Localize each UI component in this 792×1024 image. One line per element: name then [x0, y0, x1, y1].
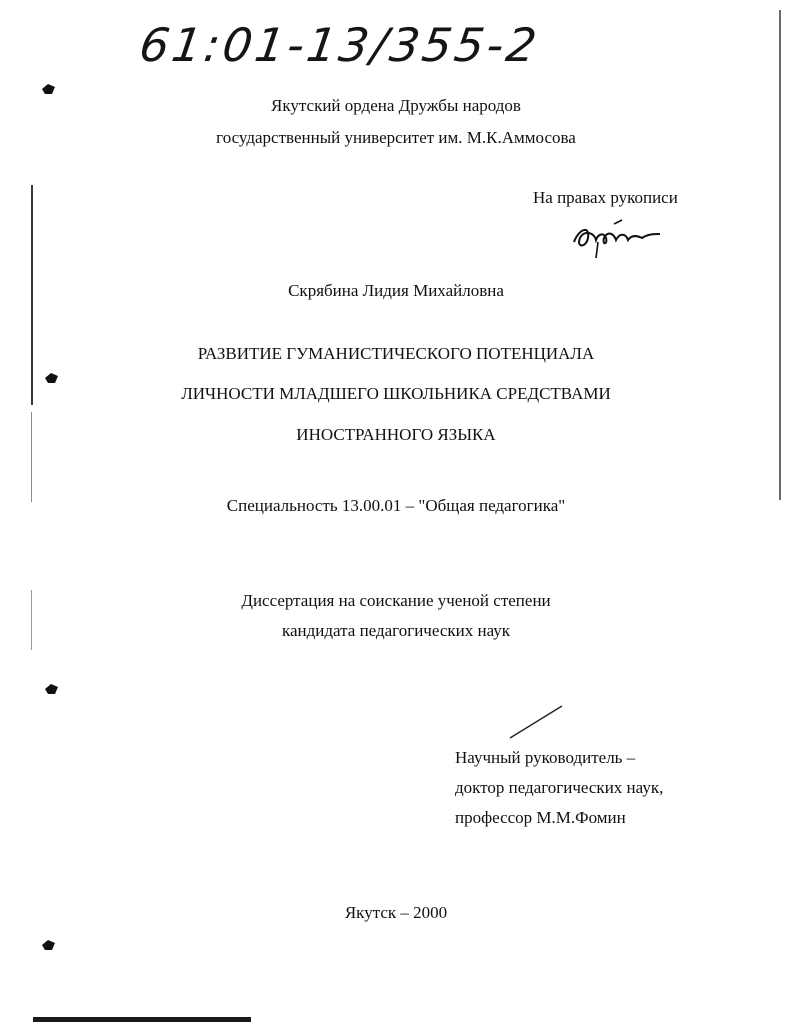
author-signature [568, 212, 664, 264]
place-and-year: Якутск – 2000 [344, 903, 448, 922]
rights-label: На правах рукописи [533, 188, 678, 207]
dissertation-title-line-2: ЛИЧНОСТИ МЛАДШЕГО ШКОЛЬНИКА СРЕДСТВАМИ [181, 384, 611, 403]
dissertation-title-line-3: ИНОСТРАННОГО ЯЗЫКА [296, 425, 496, 444]
advisor-line-1: Научный руководитель – [455, 748, 636, 767]
dissertation-title-line-1: РАЗВИТИЕ ГУМАНИСТИЧЕСКОГО ПОТЕНЦИАЛА [197, 344, 595, 363]
punch-hole-mark-3 [43, 682, 59, 696]
punch-hole-mark-2 [43, 371, 59, 385]
punch-hole-mark-1 [40, 82, 56, 96]
degree-line-2: кандидата педагогических наук [281, 621, 511, 640]
archive-number-handwritten: 61:01-13/355-2 [136, 18, 543, 72]
punch-hole-mark-4 [40, 938, 56, 952]
specialty-line: Специальность 13.00.01 – "Общая педагогика" [226, 496, 566, 515]
advisor-signature-stroke [508, 704, 564, 740]
university-line-1: Якутский ордена Дружбы народов [271, 96, 521, 115]
author-name: Скрябина Лидия Михайловна [288, 281, 504, 300]
scan-bottom-bar [33, 1017, 251, 1022]
advisor-line-2: доктор педагогических наук, [455, 778, 664, 797]
advisor-line-3: профессор М.М.Фомин [455, 808, 626, 827]
degree-line-1: Диссертация на соискание ученой степени [241, 591, 551, 610]
university-line-2: государственный университет им. М.К.Аммосова [216, 128, 576, 147]
